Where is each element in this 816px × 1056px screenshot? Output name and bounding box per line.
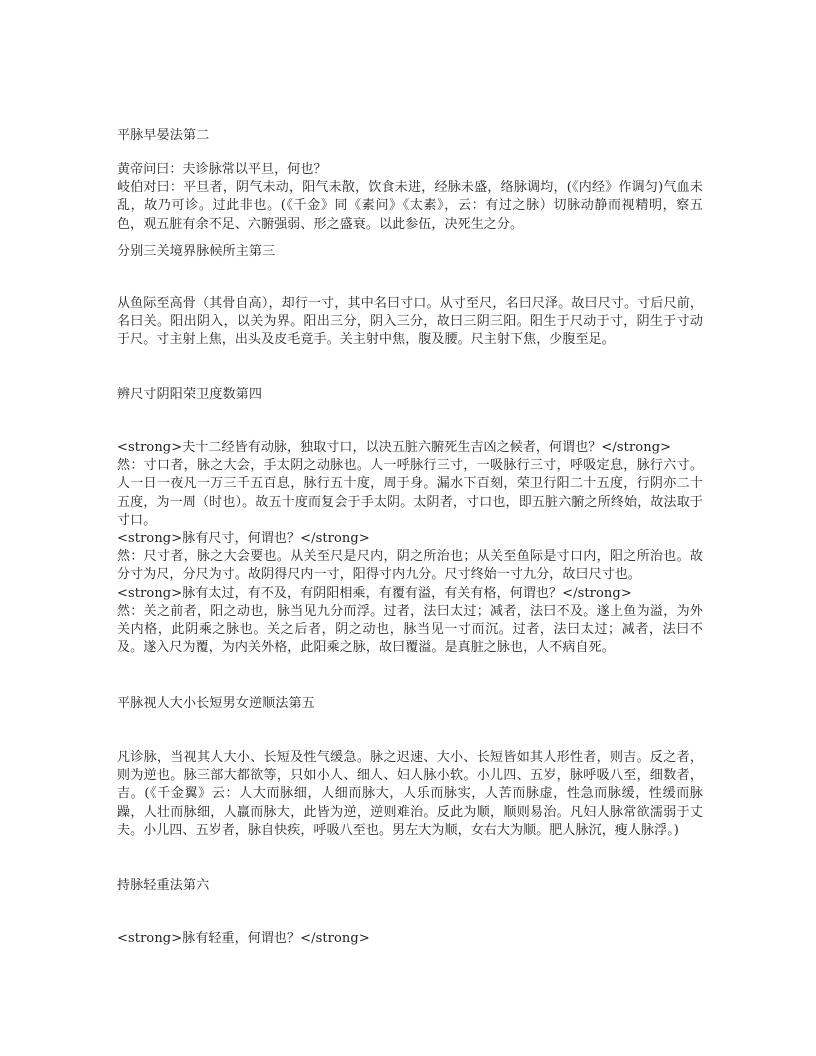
section-title-3: 分别三关境界脉候所主第三 — [117, 244, 276, 259]
paragraph: 从鱼际至高骨（其骨自高），却行一寸，其中名曰寸口。从寸至尺，名曰尺泽。故曰尺寸。寸后尺前，名曰关。阳出阴入，以关为界。阳出三分，阴入三分，故曰三阴三阳。阳生于尺动于寸，阴生于寸动于尺。寸主射上焦，出头及皮毛竟手。关主射中焦，腹及腰。尺主射下焦，少腹至足。 — [117, 296, 703, 348]
section-title-2: 平脉早晏法第二 — [117, 128, 210, 143]
paragraph: 黄帝问曰：夫诊脉常以平旦，何也？ — [117, 162, 327, 177]
section-4-body — [117, 439, 703, 657]
section-6-body — [117, 930, 703, 948]
paragraph: 然：尺寸者，脉之大会要也。从关至尺是尺内，阴之所治也；从关至鱼际是寸口内，阳之所治也。故分寸为尺，分尺为寸。故阴得尺内一寸，阳得寸内九分。尺寸终始一寸九分，故曰尺寸也。 — [117, 549, 703, 583]
paragraph: 然：关之前者，阳之动也，脉当见九分而浮。过者，法曰太过；减者，法曰不及。遂上鱼为溢，为外关内格，此阴乘之脉也。关之后者，阴之动也，脉当见一寸而沉。过者，法曰太过；减者，法曰不及。遂入尺为覆，为内关外格，此阳乘之脉，故曰覆溢。是真脏之脉也，人不病自死。 — [117, 603, 703, 656]
section-2-body — [117, 161, 703, 234]
section-5-body — [117, 749, 703, 840]
section-title-5: 平脉视人大小长短男女逆顺法第五 — [117, 696, 316, 711]
question-line: <strong>夫十二经皆有动脉，独取寸口，以决五脏六腑死生吉凶之候者，何谓也？</strong> — [117, 440, 672, 455]
section-title-4: 辨尺寸阴阳荣卫度数第四 — [117, 387, 263, 402]
question-line: <strong>脉有太过，有不及，有阴阳相乘，有覆有溢，有关有格，何谓也？</strong> — [117, 585, 632, 601]
section-title-6: 持脉轻重法第六 — [117, 878, 210, 893]
section-3-body — [117, 295, 703, 350]
paragraph: 岐伯对曰：平旦者，阴气未动，阳气未散，饮食未进，经脉未盛，络脉调均，(《内经》作调匀)气血未乱，故乃可诊。过此非也。(《千金》同《素问》《太素》，云：有过之脉）切脉动静而视精明，察五色，观五脏有余不足、六腑强弱、形之盛衰。以此参伍，决死生之分。 — [117, 180, 703, 232]
paragraph: 然：寸口者，脉之大会，手太阴之动脉也。人一呼脉行三寸，一吸脉行三寸，呼吸定息，脉行六寸。人一日一夜凡一万三千五百息，脉行五十度，周于身。漏水下百刻，荣卫行阳二十五度，行阴亦二十五度，为一周（时也）。故五十度而复会于手太阴。太阴者，寸口也，即五脏六腑之所终始，故法取于寸口。 — [117, 458, 703, 528]
question-line: <strong>脉有尺寸，何谓也？</strong> — [117, 531, 370, 547]
paragraph: 凡诊脉，当视其人大小、长短及性气缓急。脉之迟速、大小、长短皆如其人形性者，则吉。反之者，则为逆也。脉三部大都欲等，只如小人、细人、妇人脉小软。小儿四、五岁，脉呼吸八至，细数者，吉。(《千金翼》云：人大而脉细，人细而脉大，人乐而脉实，人苦而脉虚，性急而脉缓，性缓而脉躁，人壮而脉细，人羸而脉大，此皆为逆，逆则难治。反此为顺，顺则易治。凡妇人脉常欲濡弱于丈夫。小儿四、五岁者，脉自快疾，呼吸八至也。男左大为顺，女右大为顺。肥人脉沉，瘦人脉浮。) — [117, 750, 703, 838]
question-line: <strong>脉有轻重，何谓也？</strong> — [117, 931, 370, 946]
